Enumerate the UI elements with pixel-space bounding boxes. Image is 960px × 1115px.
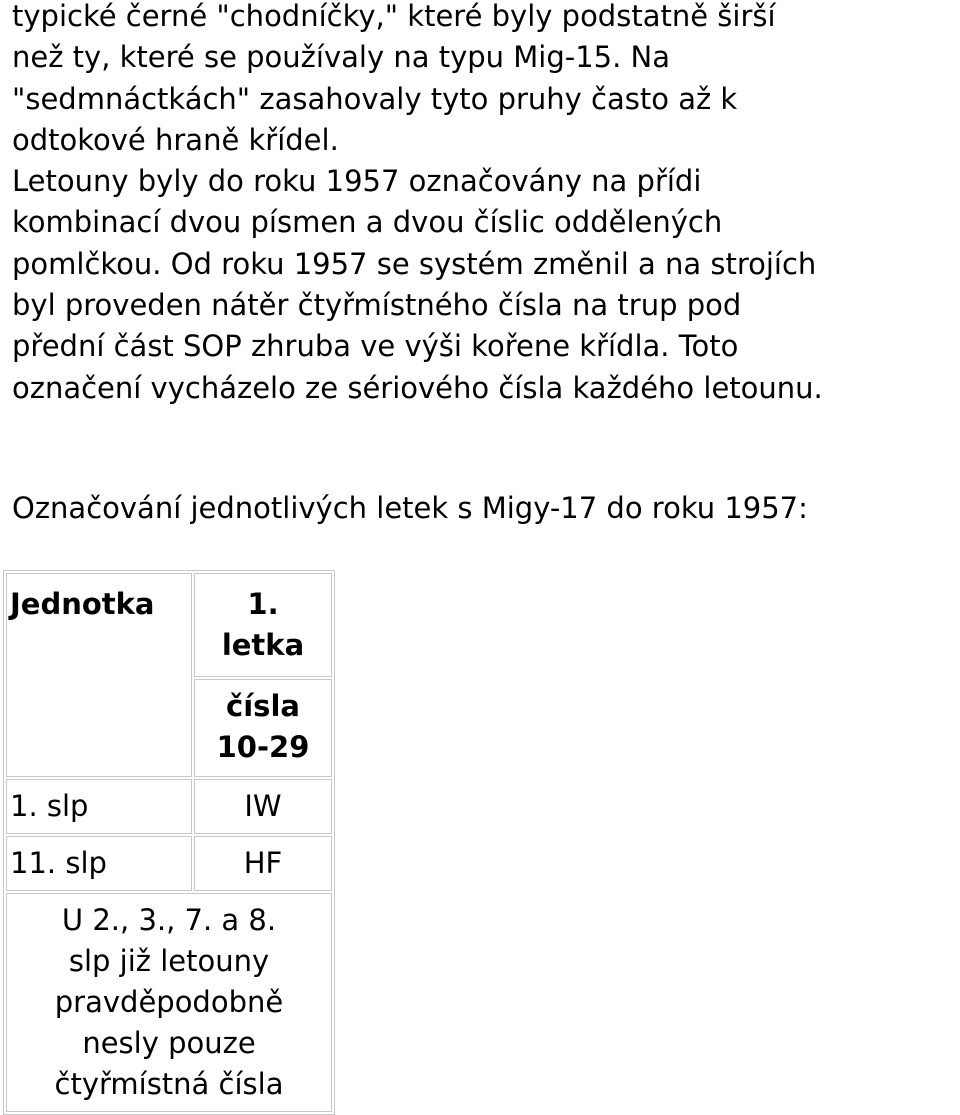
paragraph-line: Letouny byly do roku 1957 označovány na přídi <box>12 164 702 199</box>
header-unit-label: Jednotka <box>10 587 155 621</box>
table-note-row <box>6 893 332 1112</box>
squadron-table <box>3 570 335 1115</box>
row-unit-cell: 11. slp <box>6 836 192 891</box>
header-letka-cell <box>194 573 332 677</box>
table-row <box>6 779 332 834</box>
paragraph-line: než ty, které se používaly na typu Mig-15. Na <box>12 40 670 75</box>
header-unit-cell <box>6 573 192 777</box>
paragraph-line: odtokové hraně křídel. <box>12 122 339 157</box>
note-line: pravděpodobně <box>54 985 284 1019</box>
note-line: čtyřmístná čísla <box>54 1067 284 1101</box>
paragraph-line: "sedmnáctkách" zasahovaly tyto pruhy často až k <box>12 81 738 116</box>
paragraph-line: přední část SOP zhruba ve výši kořene křídla. Toto <box>12 329 739 364</box>
section-heading: Označování jednotlivých letek s Migy-17 do roku 1957: <box>12 491 808 525</box>
paragraph-line: kombinací dvou písmen a dvou číslic oddělených <box>12 205 723 240</box>
row-code-cell: IW <box>194 779 332 834</box>
note-line: nesly pouze <box>82 1026 256 1060</box>
subheader-range: 10-29 <box>216 730 310 764</box>
note-cell <box>6 893 332 1112</box>
table-row <box>6 836 332 891</box>
paragraph-line: byl proveden nátěr čtyřmístného čísla na trup pod <box>12 288 742 323</box>
subheader-cell <box>194 679 332 777</box>
paragraph-line: pomlčkou. Od roku 1957 se systém změnil a na strojích <box>12 246 817 281</box>
note-line: slp již letouny <box>68 944 270 978</box>
subheader-label: čísla <box>226 689 300 723</box>
row-code-cell: HF <box>194 836 332 891</box>
table-header-row <box>6 573 332 677</box>
body-paragraph <box>12 0 960 409</box>
header-letka-number: 1. <box>247 587 279 621</box>
header-letka-label: letka <box>221 628 305 662</box>
row-unit-cell: 1. slp <box>6 779 192 834</box>
paragraph-line: typické černé "chodníčky," které byly podstatně širší <box>12 0 776 33</box>
note-line: U 2., 3., 7. a 8. <box>61 903 277 937</box>
paragraph-line: označení vycházelo ze sériového čísla každého letounu. <box>12 370 823 405</box>
